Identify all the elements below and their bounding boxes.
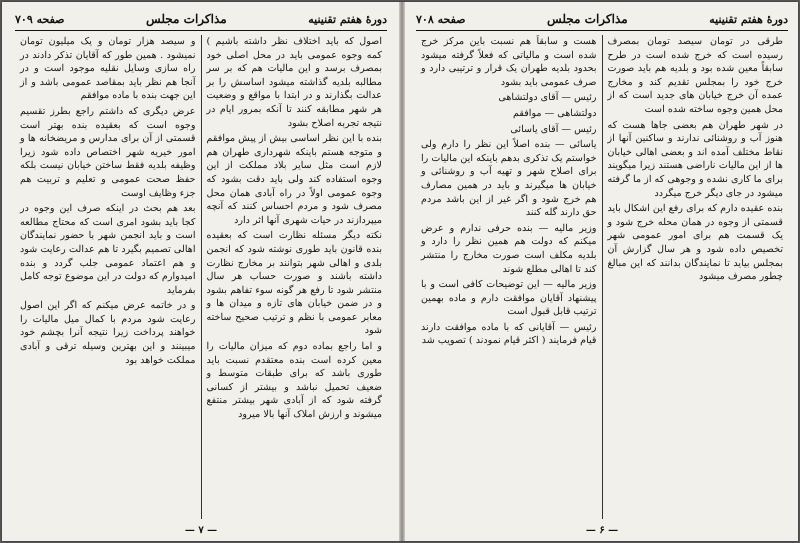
left-page-columns: [15, 35, 387, 519]
left-page-footer: — ۷ —: [184, 525, 218, 536]
left-page-column-right: [202, 35, 388, 519]
left-page: [5, 2, 397, 541]
paragraph: و در خاتمه عرض میکنم که اگر این اصول رعایت شود مردم با کمال میل مالیات را خواهند پرداخت زیرا نتیجه آنرا بچشم خود میبینند و این بهترین وسیله ترقی و آبادی مملکت خواهد بود: [20, 300, 196, 366]
left-page-number: صفحه ۷۰۹: [15, 12, 65, 26]
paragraph: در شهر طهران هم بعضی جاها هست که هنوز آب و روشنائی ندارند و ساکنین آنها از نقاط مختلف آمده اند و بعضی اهالی خیابان ها از این مالیات ناراضی هستند زیرا میگویند برای ما کاری نشده و وجوهی که از ما گرفته میشود در جای دیگر خرج میگردد: [607, 119, 783, 199]
left-header-rule: [15, 30, 387, 31]
left-page-column-left: [15, 35, 201, 519]
left-page-header: [15, 10, 387, 28]
right-page-column-left: [416, 35, 602, 519]
paragraph: یاسائی — بنده اصلاً این نظر را دارم ولی خواستم یک تذکری بدهم باینکه این مالیات را برای اصلاح شهر و تهیه آب و روشنائی و خیابان ها میگیرند و باید در همین مصارف هم خرج شود و اگر غیر از این باشد مردم حق دارند گله کنند: [421, 139, 597, 219]
speaker-line: رئیس — آقای یاسائی: [510, 123, 597, 135]
paragraph: بنده عقیده دارم که برای رفع این اشکال باید قسمتی از وجوه در همان محله خرج شود و یک قسمت هم برای امور عمومی شهر تخصیص داده شود و هر سال گزارش آن بمجلس بیاید تا نمایندگان بدانند که این مبالغ چطور مصرف میشود: [607, 203, 783, 283]
paragraph: و سیصد هزار تومان و یک میلیون تومان نمیشود . همین طور که آقایان تذکر دادند در راه سازی وسایل نقلیه موجود است و در آنجا هم نظر باید بمقاصد عمومی باشد و از این جهت بنده با ماده موافقم: [20, 36, 196, 102]
column-divider: [201, 35, 202, 519]
paragraph: وزیر مالیه — بنده حرفی ندارم و عرض میکنم که دولت هم همین نظر را دارد و بلدیه مکلف است صورت مخارج را منتشر کند تا اهالی مطلع شوند: [421, 222, 597, 275]
left-page-title: مذاکرات مجلس: [146, 12, 227, 26]
right-page-column-right: [603, 35, 789, 519]
paragraph: اصول که باید اختلاف نظر داشته باشیم ) کمه وجوه عمومی باید در محل اصلی خود بمصرف برسد و این مالیات هم که بر سر مطالبه بلدیه گذاشته میشود اساسش را بر عدالت بگذارند و در ابتدا با مواقع و وضعیت هر شهر مطابقه کنند تا آنکه بمرور ایام در نتیجه تجربه اصلاح بشود: [206, 36, 382, 129]
right-page: [406, 2, 798, 541]
right-page-number: صفحه ۷۰۸: [416, 12, 466, 26]
paragraph: طرقی در تومان سیصد تومان بمصرف رسیده است که خرج شده است در طرح سابقاً معین شده بود و بلدیه هم باید صورت خرج خود را بمجلس تقدیم کند و مخارج عمده آن خرج خیابان های جدید است که از محل همین وجوه ساخته شده است: [607, 36, 783, 115]
right-page-columns: [416, 35, 788, 519]
paragraph: رئیس — آقایانی که با ماده موافقت دارند قیام فرمایند ( اکثر قیام نمودند ) تصویب شد: [421, 321, 597, 347]
speaker-line: رئیس — آقای دولتشاهی: [498, 92, 597, 104]
speaker-line: دولتشاهی — موافقم: [512, 107, 597, 119]
paragraph: بعد هم بحث در اینکه صرف این وجوه در کجا باید بشود امری است که محتاج مطالعه است و باید انجمن شهر با حضور نمایندگان اهالی تصمیم بگیرد تا هم عدالت رعایت شود و هم اعتماد عمومی جلب گردد و بنده امیدوارم که دولت در این موضوع توجه کامل بفرماید: [20, 203, 196, 296]
paragraph: هست و سابقاً هم نسبت باین مرکز خرج شده است و مالیاتی که فعلاً گرفته میشود بحدود بلدیه طهران یک قرار و ترتیبی دارد و صرف عمومی باید بشود: [421, 36, 597, 88]
right-page-footer: — ۶ —: [585, 525, 619, 536]
column-divider: [602, 35, 603, 519]
paragraph: وزیر مالیه — این توضیحات کافی است و با پیشنهاد آقایان موافقت دارم و ماده بهمین ترتیب قابل قبول است: [421, 279, 597, 318]
right-page-header: [416, 10, 788, 28]
book-spread: [2, 2, 798, 541]
paragraph: بنده با این نظر اساسی بیش از پیش موافقم و متوجه هستم باینکه شهرداری طهران هم لازم است مثل سایر بلاد مملکت از این وجوه استفاده کند ولی باید دقت بشود که وجوه عمومی اولاً در راه آبادی همان محل مصرف شود و مردم احساس کنند که آنچه میپردازند در حیات شهری آنها اثر دارد: [206, 133, 382, 226]
left-journal-name: دورهٔ هفتم تقنینیه: [308, 12, 387, 26]
paragraph: و اما راجع بماده دوم که میزان مالیات را معین کرده است بنده معتقدم نسبت باید طوری باشد که برای طبقات متوسط و ضعیف تحمیل نباشد و بیشتر از کسانی گرفته شود که از آبادی شهر بیشتر منتفع میشوند و ارزش املاک آنها بالا میرود: [206, 341, 382, 421]
right-page-title: مذاکرات مجلس: [547, 12, 628, 26]
book-gutter: [399, 2, 405, 541]
paragraph: عرض دیگری که داشتم راجع بطرز تقسیم وجوه است که بعقیده بنده بهتر است قسمتی از آن برای مدارس و مریضخانه ها و امور خیریه شهر اختصاص داده شود زیرا وظیفه بلدیه فقط ساختن خیابان نیست بلکه حفظ صحت عمومی و تعلیم و تربیت هم جزء وظایف اوست: [20, 105, 196, 199]
right-journal-name: دورهٔ هفتم تقنینیه: [709, 12, 788, 26]
right-header-rule: [416, 30, 788, 31]
paragraph: نکته دیگر مسئله نظارت است که بعقیده بنده قانون باید طوری نوشته شود که انجمن بلدی و اهالی شهر بتوانند بر مخارج نظارت داشته باشند و صورت حساب هر سال منتشر شود تا رفع هر گونه سوء تفاهم بشود و در ضمن خیابان های تازه و میدان ها و معابر عمومی با نظم و ترتیب صحیح ساخته شود: [206, 230, 382, 337]
